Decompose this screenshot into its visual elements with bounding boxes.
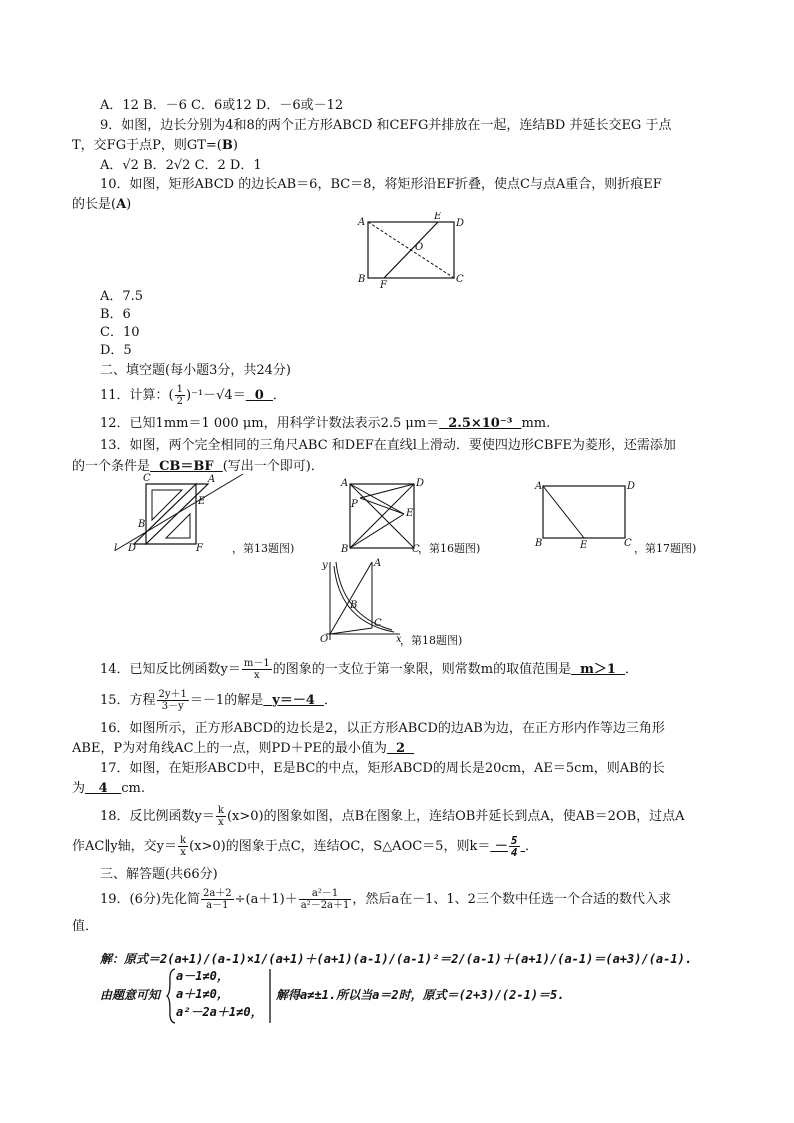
triangle-def — [134, 484, 196, 544]
segment-pd — [360, 484, 414, 498]
q10-option-a: A．7.5 — [100, 289, 144, 304]
solution-line1: 解：原式＝2(a+1)/(a-1)×1/(a+1)＋(a+1)(a-1)/(a-1)²＝2/(a-1)＋(a+1)/(a-1)＝(a+3)/(a-1). — [100, 952, 693, 966]
q12-text: 12．已知1mm＝1 000 μm，用科学计数法表示2.5 μm＝ — [100, 416, 440, 431]
label-d: D — [627, 481, 636, 492]
q10-option-c: C．10 — [100, 325, 140, 340]
label-a: A — [358, 217, 366, 228]
label-a: A — [341, 478, 349, 489]
section-2-heading: 二、填空题(每小题3分，共24分) — [100, 363, 291, 378]
q14-answer: m＞1 — [580, 662, 616, 677]
q10-line2 — [72, 196, 131, 214]
q18-line2: 作AC∥y轴，交y＝ $\frac{k}{x}$ (x>0)的图象于点C，连结OC，S△AOC＝5，则k＝ － $\frac{5}{4}$ ． — [72, 834, 539, 859]
q16-line2 — [72, 740, 414, 758]
segment-oa — [330, 562, 372, 634]
figure-q13-caption: ，第13题图) — [232, 542, 295, 555]
q18-line2-post: (x>0)的图象于点C，连结OC，S△AOC＝5，则k＝ — [189, 839, 491, 854]
brace-icon — [166, 968, 176, 1024]
figure-q17 — [533, 478, 643, 548]
label-b: B — [138, 519, 146, 530]
q14: 14．已知反比例函数y＝ $\frac{m-1}{x}$ 的图象的一支位于第一象限，则常数m的取值范围是 m＞1 ． — [100, 658, 639, 681]
q19-line2: 值． — [72, 919, 99, 934]
q13-pre: 的一个条件是 — [72, 459, 151, 474]
triangle-abc-inner — [152, 490, 182, 520]
label-a: A — [535, 481, 543, 492]
q12-answer: 2.5×10⁻³ — [448, 416, 513, 431]
q14-fraction: $\frac{m-1}{x}$ — [243, 658, 270, 681]
q14-post: 的图象的一支位于第一象限，则常数m的取值范围是 — [272, 662, 572, 677]
q17-post: cm. — [121, 781, 145, 796]
figure-q18-caption: ，第18题图) — [400, 634, 463, 647]
q18-answer: － $\frac{5}{4}$ — [490, 834, 518, 859]
solution-condition-label: 由题意可知 — [100, 988, 161, 1002]
figure-q13 — [108, 472, 248, 554]
q10-line1: 10．如图，矩形ABCD 的边长AB＝6，BC＝8，将矩形沿EF折叠，使点C与点A重合，则折痕EF — [100, 177, 662, 192]
q18-line2-pre: 作AC∥y轴，交y＝ — [72, 839, 178, 854]
q18-fraction-1: $\frac{k}{x}$ — [217, 805, 224, 828]
q12 — [100, 415, 550, 433]
q11: 11．计算：( $\frac{1}{2}$ )⁻¹－√4＝ 0 ． — [100, 384, 286, 407]
q18-line1 — [100, 804, 685, 830]
label-b: B — [358, 274, 366, 285]
q17-pre: 为 — [72, 781, 86, 796]
q11-fraction — [175, 384, 185, 407]
q14-pre: 14．已知反比例函数y＝ — [100, 662, 241, 677]
segment-oc — [330, 628, 372, 634]
figure-q10 — [352, 212, 472, 292]
q18-pre: 18．反比例函数y＝ — [100, 809, 215, 824]
q10-option-d: D．5 — [100, 343, 132, 358]
bar-icon — [268, 968, 272, 1024]
q15-fraction: $\frac{2y+1}{3-y}$ — [158, 689, 187, 712]
q10-close: ) — [126, 197, 132, 212]
label-x: x — [396, 634, 402, 645]
q19-fraction-1: $\frac{2a+2}{a-1}$ — [202, 888, 232, 911]
label-d: D — [128, 543, 137, 554]
q15-pre: 15．方程 — [100, 693, 156, 708]
q9-options: A．√2 B．2√2 C．2 D．1 — [100, 158, 262, 173]
q13-line1: 13．如图，两个完全相同的三角尺ABC 和DEF在直线l上滑动．要使四边形CBFE为菱形，还需添加 — [100, 438, 676, 453]
q19-line1 — [100, 887, 671, 913]
q16-answer: 2 — [395, 741, 406, 756]
label-d: D — [416, 478, 425, 489]
q18-fraction-2: $\frac{k}{x}$ — [180, 835, 187, 858]
q15-answer: y＝－4 — [272, 693, 315, 708]
solution-line2: 解得a≠±1.所以当a＝2时，原式＝(2+3)/(2-1)＝5. — [276, 988, 565, 1002]
solution-condition-3: a²－2a＋1≠0， — [176, 1005, 263, 1019]
q15: 15．方程 $\frac{2y+1}{3-y}$ ＝－1的解是 y＝－4 ． — [100, 689, 337, 712]
q9-answer: B — [221, 138, 233, 153]
q9-line2 — [72, 137, 238, 155]
label-e: E — [434, 212, 442, 222]
label-l: l — [114, 543, 118, 554]
label-e: E — [580, 540, 588, 548]
label-c: C — [143, 473, 151, 484]
q9-close: ) — [232, 138, 238, 153]
solution-condition-2: a＋1≠0， — [176, 987, 229, 1001]
hyperbola-1 — [336, 562, 392, 630]
q12-unit: mm. — [521, 416, 551, 431]
segment-be — [350, 514, 404, 548]
q9-text: T，交FG于点P，则GT=( — [72, 138, 222, 153]
q13-answer: CB＝BF — [159, 459, 214, 474]
q9-line1: 9．如图，边长分别为4和8的两个正方形ABCD 和CEFG并排放在一起，连结BD 并延长交EG 于点 — [100, 118, 672, 133]
label-b: B — [535, 538, 543, 548]
q19-fraction-2: $\frac{\text{a²－1}}{\text{a²－2a＋1}}$ — [300, 888, 350, 911]
label-y: y — [322, 560, 328, 571]
rectangle-abcd — [543, 486, 625, 538]
label-a: A — [374, 558, 382, 569]
figure-q17-caption: ，第17题图) — [634, 542, 697, 555]
q10-text: 的长是( — [72, 197, 117, 212]
label-f: F — [380, 280, 387, 291]
q17-answer: 4 — [98, 781, 108, 796]
label-f: F — [196, 543, 203, 554]
solution-condition-1: a－1≠0， — [176, 969, 229, 983]
q16-line1: 16．如图所示，正方形ABCD的边长是2，以正方形ABCD的边AB为边，在正方形内作等边三角形 — [100, 721, 665, 736]
section-3-heading: 三、解答题(共66分) — [100, 867, 218, 882]
q11-frac-den: 2 — [176, 396, 183, 407]
label-c: C — [374, 618, 382, 629]
q8-options: A．12 B．－6 C．6或12 D．－6或－12 — [100, 98, 344, 113]
q19-mid: ÷(a＋1)＋ — [234, 892, 298, 907]
q11-prefix: 11．计算： — [100, 388, 169, 403]
q17-line2 — [72, 780, 145, 798]
segment-ae — [543, 486, 584, 538]
q11-expr: ⁻¹－√4＝ — [191, 388, 246, 403]
label-c: C — [624, 538, 632, 548]
q18-post: (x>0)的图象如图，点B在图象上，连结OB并延长到点A，使AB＝2OB，过点A — [226, 809, 685, 824]
label-o: O — [320, 634, 329, 645]
q19-pre: 19．(6分)先化简 — [100, 892, 200, 907]
label-c: C — [412, 544, 420, 555]
q19-post: ，然后a在－1、1、2三个数中任选一个合适的数代入求 — [352, 892, 671, 907]
figure-q16-caption: ，第16题图) — [418, 542, 481, 555]
q11-frac-num: 1 — [176, 384, 183, 395]
fold-line-ef — [384, 222, 438, 278]
q15-post: ＝－1的解是 — [189, 693, 264, 708]
q11-answer: 0 — [254, 388, 264, 403]
q17-line1: 17．如图，在矩形ABCD中，E是BC的中点，矩形ABCD的周长是20cm，AE＝5cm，则AB的长 — [100, 761, 665, 776]
q10-answer: A — [116, 197, 127, 212]
q10-option-b: B．6 — [100, 307, 131, 322]
q13-post: (写出一个即可)． — [222, 459, 324, 474]
label-c: C — [456, 274, 464, 285]
label-p: P — [351, 499, 358, 510]
label-b: B — [350, 600, 358, 611]
triangle-abc — [146, 484, 208, 544]
q16-pre: ABE，P为对角线AC上的一点，则PD＋PE的最小值为 — [72, 741, 387, 756]
figure-q18 — [316, 556, 406, 646]
label-o: O — [415, 242, 424, 253]
figure-q16 — [338, 476, 428, 556]
label-e: E — [406, 508, 414, 519]
label-d: D — [456, 218, 465, 229]
label-e: E — [198, 496, 206, 507]
label-b: B — [341, 544, 349, 555]
label-a: A — [208, 474, 216, 485]
